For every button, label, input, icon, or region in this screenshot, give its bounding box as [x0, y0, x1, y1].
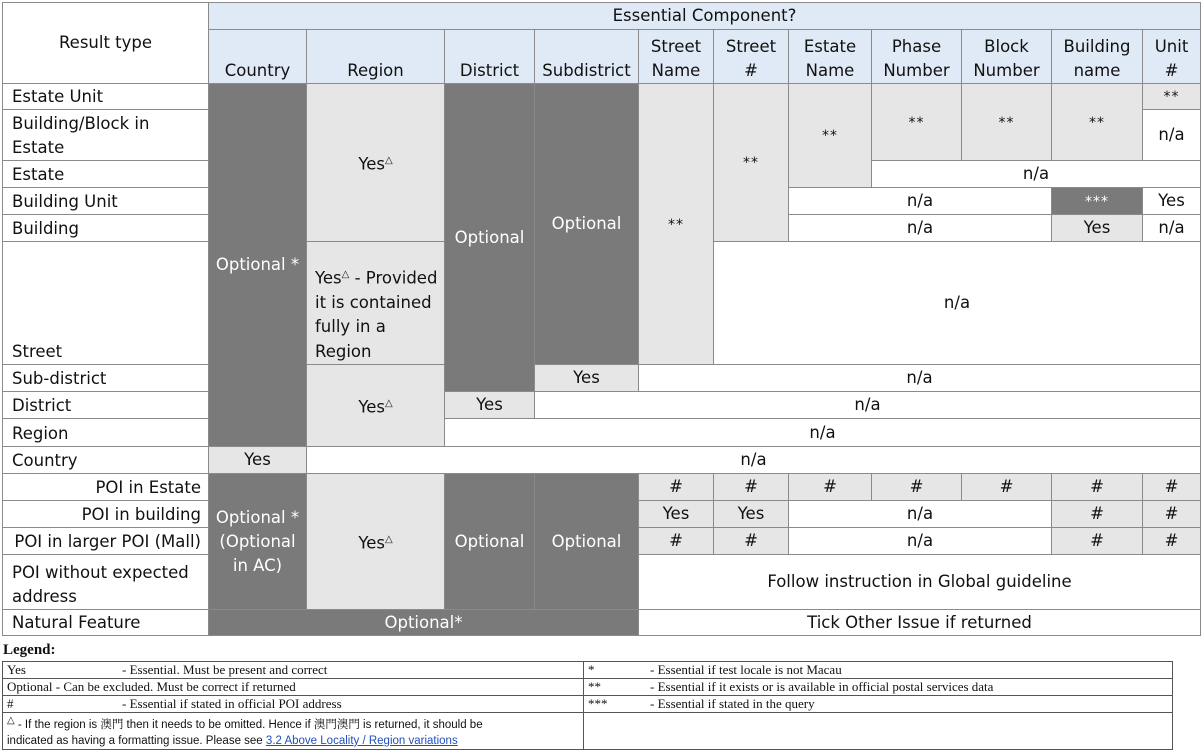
cell-region-yes-2: Yes△: [307, 365, 445, 447]
cell-building-unit-tstar: ***: [1052, 188, 1143, 215]
cell-subdistrict-optional: Optional: [535, 84, 639, 365]
legend-table: [2, 661, 1173, 750]
legend-hash: # - Essential if stated in official POI address: [3, 696, 584, 713]
cell-poi-district-optional: Optional: [445, 474, 535, 610]
col-building-name: Building name: [1052, 30, 1143, 84]
cell-building-yes: Yes: [1052, 215, 1143, 242]
cell-country-optional: [209, 84, 307, 447]
cell-building-name-dstar: **: [1052, 84, 1143, 161]
legend-dstar: ** - Essential if it exists or is available in official postal services data: [584, 679, 1173, 696]
cell-poi-building-na: n/a: [789, 501, 1052, 528]
cell-block-dstar: **: [962, 84, 1052, 161]
cell-phase-dstar: **: [872, 84, 962, 161]
cell-building-unit-col-na: n/a: [1143, 215, 1201, 242]
row-natural-feature: Natural Feature: [3, 610, 209, 636]
row-poi-in-building: POI in building: [3, 501, 209, 528]
col-region: Region: [307, 30, 445, 84]
cell-hash: #: [714, 528, 789, 555]
cell-hash: #: [639, 474, 714, 501]
col-estate-name: Estate Name: [789, 30, 872, 84]
cell-region-na: n/a: [445, 419, 1201, 447]
cell-hash: #: [872, 474, 962, 501]
triangle-icon: △: [7, 715, 15, 726]
cell-subdistrict-yes: Yes: [535, 365, 639, 392]
cell-country-na: n/a: [307, 447, 1201, 474]
cell-unit-dstar: **: [1143, 84, 1201, 110]
row-poi-without-address: POI without expected address: [3, 555, 209, 610]
col-subdistrict: Subdistrict: [535, 30, 639, 84]
cell-hash: #: [1052, 501, 1143, 528]
cell-subdistrict-na: n/a: [639, 365, 1201, 392]
cell-tick-other-issue: Tick Other Issue if returned: [639, 610, 1201, 636]
legend-star: * - Essential if test locale is not Macau: [584, 662, 1173, 679]
row-building: Building: [3, 215, 209, 242]
cell-poi-subdistrict-optional: Optional: [535, 474, 639, 610]
row-building-unit: Building Unit: [3, 188, 209, 215]
triangle-icon: △: [384, 154, 393, 166]
row-region: Region: [3, 419, 209, 447]
col-unit-number: Unit #: [1143, 30, 1201, 84]
cell-estate-name-dstar: **: [789, 84, 872, 188]
cell-follow-guideline: Follow instruction in Global guideline: [639, 555, 1201, 610]
cell-hash: #: [1052, 528, 1143, 555]
cell-hash: #: [1143, 528, 1201, 555]
cell-hash: #: [1052, 474, 1143, 501]
legend-yes: Yes - Essential. Must be present and correct: [3, 662, 584, 679]
col-phase-number: Phase Number: [872, 30, 962, 84]
essential-components-table: [2, 2, 1201, 636]
legend-triangle-note: △ - If the region is 澳門 then it needs to be omitted. Hence if 澳門澳門 is returned, it should be indicated as having a formatting issue. Please see 3.2 Above Locality / Region variations: [3, 713, 584, 750]
cell-hash: #: [789, 474, 872, 501]
cell-country-yes: Yes: [209, 447, 307, 474]
row-poi-in-larger-poi: POI in larger POI (Mall): [3, 528, 209, 555]
cell-hash: #: [1143, 474, 1201, 501]
cell-poi-building-streetnum-yes: Yes: [714, 501, 789, 528]
row-estate-unit: Estate Unit: [3, 84, 209, 110]
section-link[interactable]: 3.2 Above Locality / Region variations: [265, 734, 458, 747]
cell-unit-na: n/a: [1143, 110, 1201, 161]
col-country: Country: [209, 30, 307, 84]
cell-building-unit-yes: Yes: [1143, 188, 1201, 215]
cell-district-na: n/a: [535, 392, 1201, 419]
optional-star-text: Optional *: [215, 255, 300, 274]
row-sub-district: Sub-district: [3, 365, 209, 392]
header-result-type: Result type: [3, 3, 209, 84]
cell-building-na: n/a: [789, 215, 1052, 242]
col-district: District: [445, 30, 535, 84]
row-estate: Estate: [3, 161, 209, 188]
cell-building-unit-na: n/a: [789, 188, 1052, 215]
row-building-block-in-estate: Building/Block in Estate: [3, 110, 209, 161]
cell-poi-mall-na: n/a: [789, 528, 1052, 555]
legend-tstar: *** - Essential if stated in the query: [584, 696, 1173, 713]
cell-poi-country-optional: Optional * (Optional in AC): [209, 474, 307, 610]
row-country: Country: [3, 447, 209, 474]
legend-empty-cell: [584, 713, 1173, 750]
col-street-number: Street #: [714, 30, 789, 84]
row-street: Street: [3, 242, 209, 365]
cell-district-optional: Optional: [445, 84, 535, 392]
cell-natural-optional: Optional*: [209, 610, 639, 636]
cell-hash: #: [714, 474, 789, 501]
cell-estate-na: n/a: [872, 161, 1201, 188]
cell-street-region: Yes△ - Provided it is contained fully in a Region: [307, 242, 445, 365]
cell-poi-region-yes: Yes△: [307, 474, 445, 610]
col-block-number: Block Number: [962, 30, 1052, 84]
cell-street-na: n/a: [714, 242, 1201, 365]
row-poi-in-estate: POI in Estate: [3, 474, 209, 501]
legend-title: Legend:: [3, 642, 56, 658]
legend-optional: Optional - Can be excluded. Must be correct if returned: [3, 679, 584, 696]
triangle-icon: △: [341, 268, 350, 280]
cell-hash: #: [639, 528, 714, 555]
cell-hash: #: [962, 474, 1052, 501]
cell-street-name-dstar: **: [639, 84, 714, 365]
cell-poi-building-street-yes: Yes: [639, 501, 714, 528]
header-essential-component: Essential Component?: [209, 3, 1201, 30]
triangle-icon: △: [384, 533, 393, 545]
triangle-icon: △: [384, 397, 393, 409]
cell-hash: #: [1143, 501, 1201, 528]
col-street-name: Street Name: [639, 30, 714, 84]
row-district: District: [3, 392, 209, 419]
cell-district-yes: Yes: [445, 392, 535, 419]
cell-region-yes: Yes△: [307, 84, 445, 242]
cell-street-number-dstar: **: [714, 84, 789, 242]
